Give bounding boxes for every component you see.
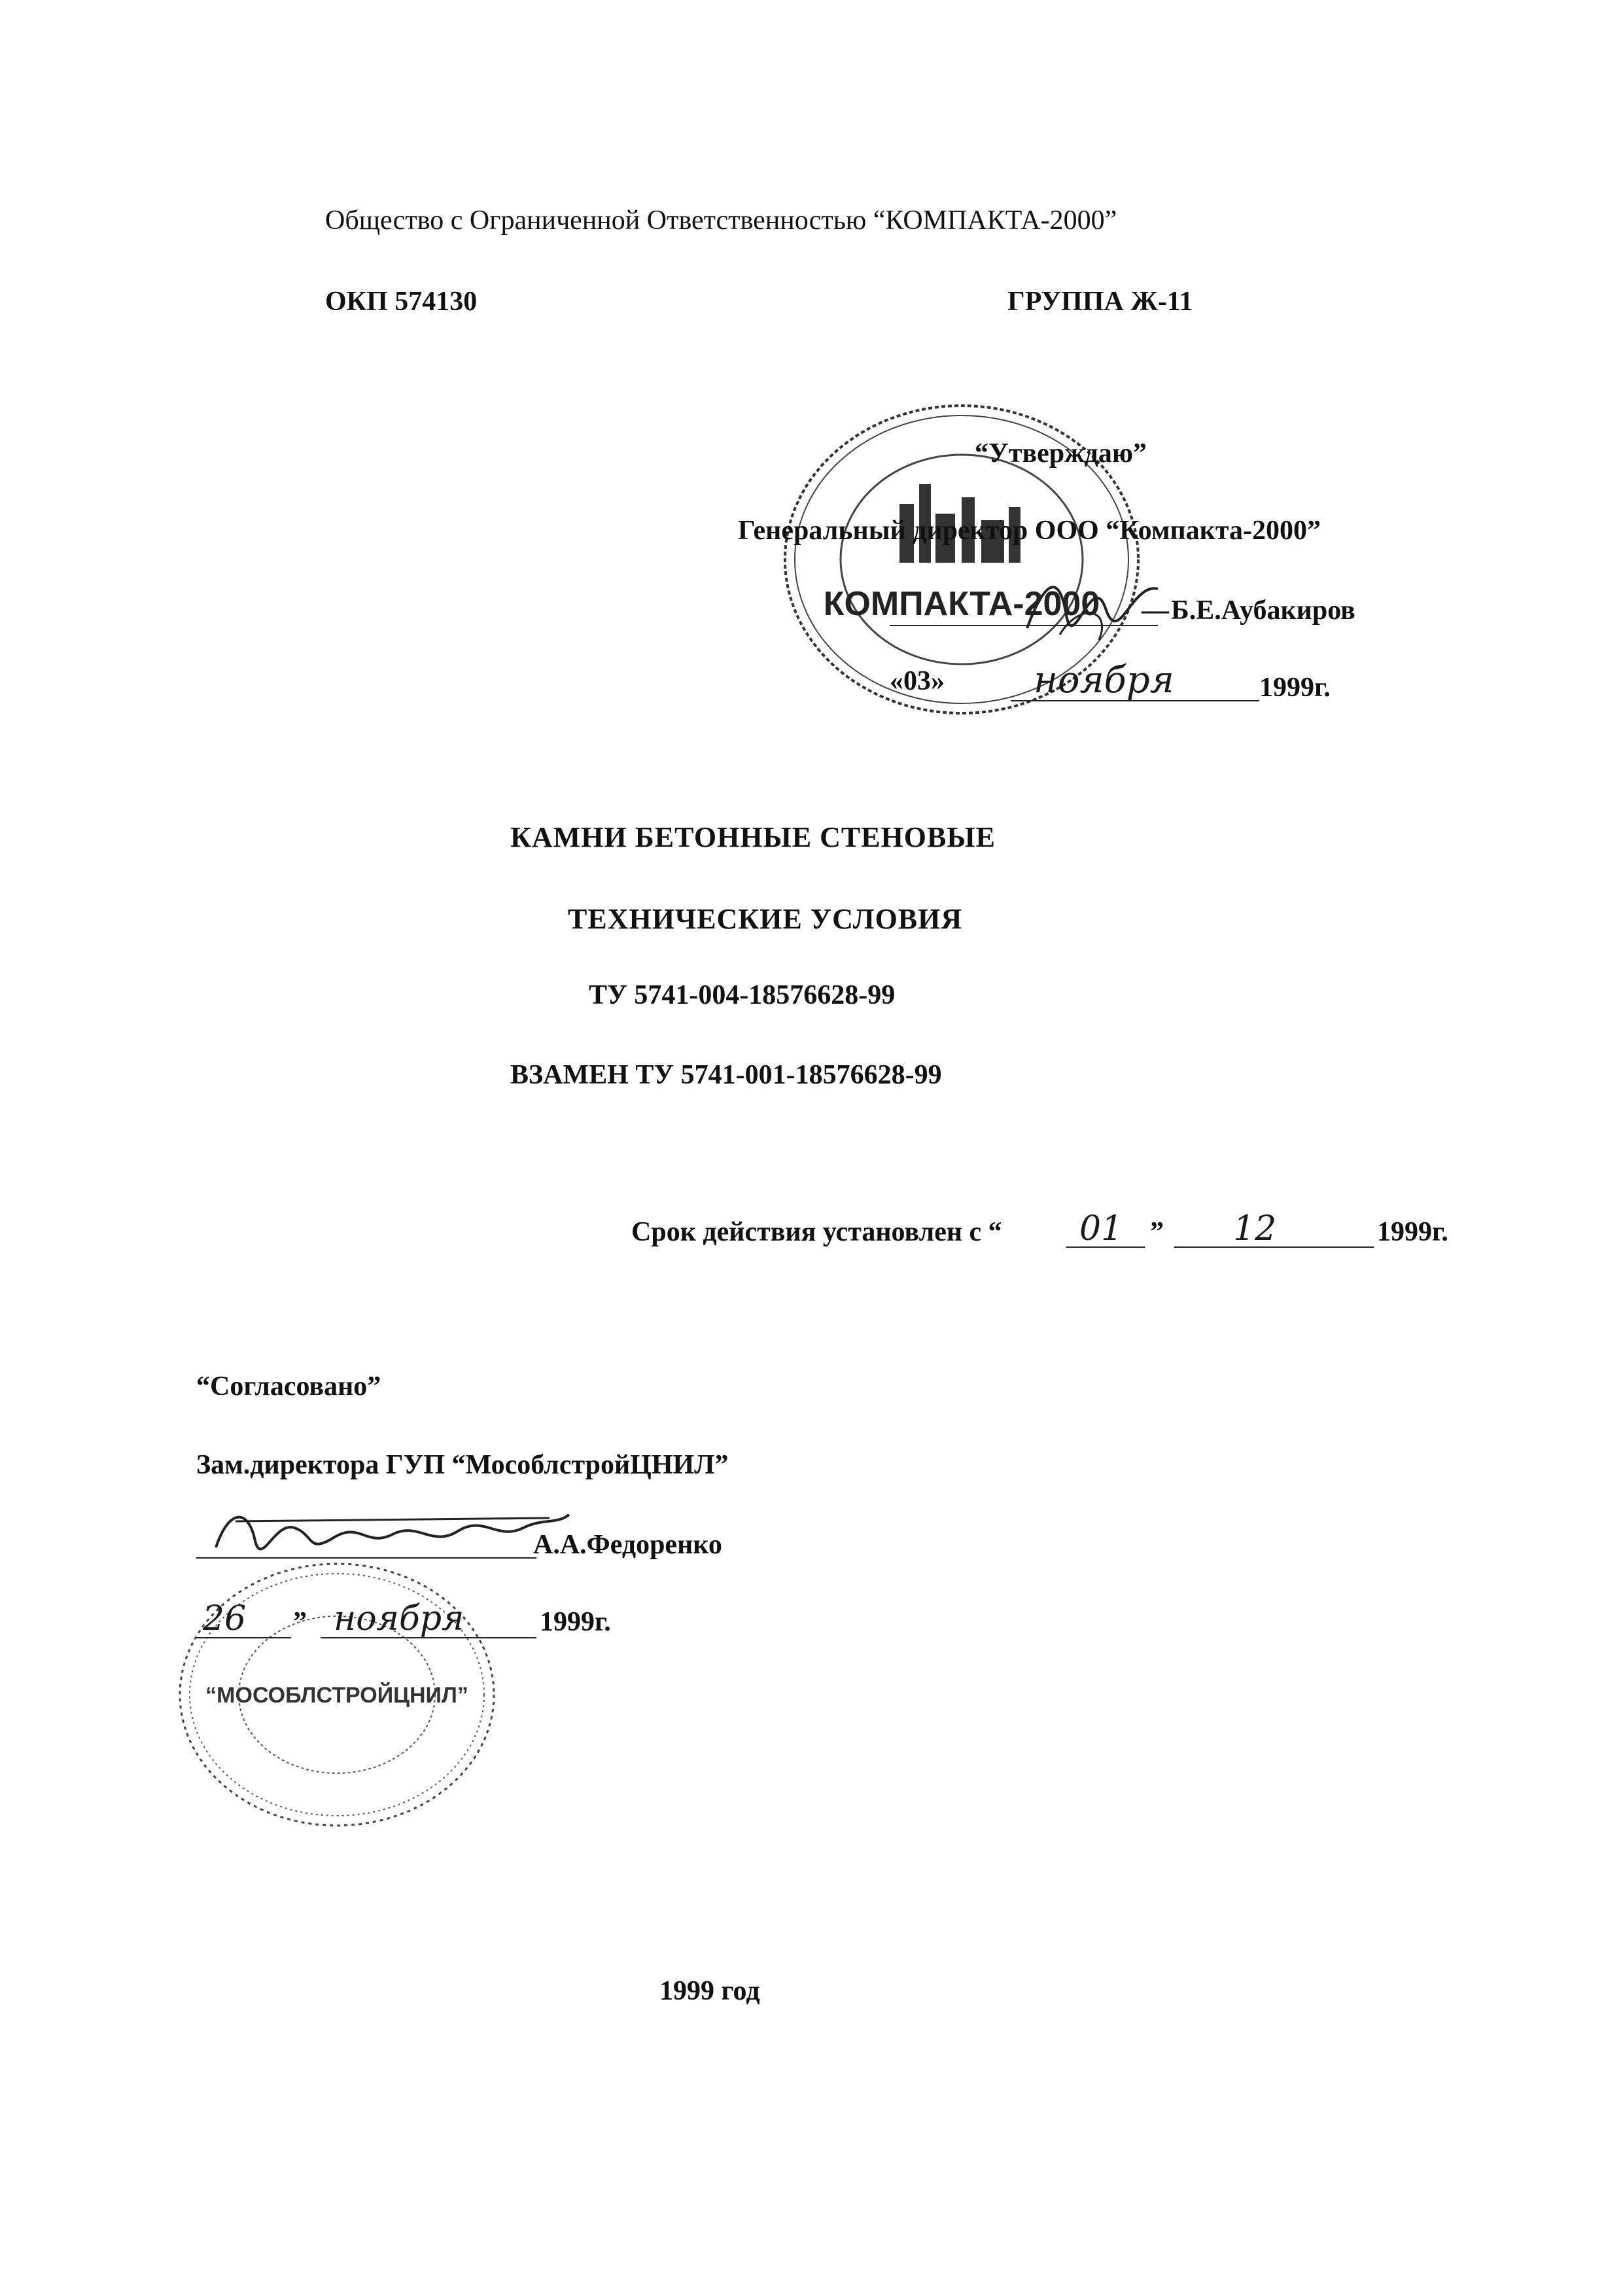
seal-text: КОМПАКТА-2000 xyxy=(823,585,1100,623)
validity-day: 01 xyxy=(1079,1209,1123,1248)
agreed-quote: ” xyxy=(293,1607,307,1637)
agreed-label: “Согласовано” xyxy=(196,1371,381,1402)
company-name: Общество с Ограниченной Ответственностью “КОМПАКТА-2000” xyxy=(325,205,1117,236)
approval-date-month: ноября xyxy=(1034,659,1174,701)
footer-year: 1999 год xyxy=(659,1976,760,2006)
group-code: ГРУППА Ж-11 xyxy=(1007,287,1193,317)
approval-dash: — xyxy=(1142,595,1169,626)
specification-code: ТУ 5741-004-18576628-99 xyxy=(589,980,896,1010)
validity-year: 1999г. xyxy=(1377,1217,1448,1247)
okp-code: ОКП 574130 xyxy=(325,287,478,317)
agreed-year: 1999г. xyxy=(540,1607,611,1637)
approval-position: Генеральный директор ООО “Компакта-2000” xyxy=(738,516,1321,546)
laboratory-seal-stamp xyxy=(173,1557,500,1832)
replaces-code: ВЗАМЕН ТУ 5741-001-18576628-99 xyxy=(510,1060,942,1090)
approver-name: Б.Е.Аубакиров xyxy=(1171,595,1355,626)
document-subtitle: ТЕХНИЧЕСКИЕ УСЛОВИЯ xyxy=(568,903,963,935)
validity-text: Срок действия установлен с “ xyxy=(631,1217,1002,1247)
agreed-position: Зам.директора ГУП “МособлстройЦНИЛ” xyxy=(196,1450,729,1480)
laboratory-seal-text: “МОСОБЛСТРОЙЦНИЛ” xyxy=(205,1683,468,1708)
agreed-name: А.А.Федоренко xyxy=(533,1530,722,1560)
approval-date-day: «03» xyxy=(890,666,945,696)
document-title: КАМНИ БЕТОННЫЕ СТЕНОВЫЕ xyxy=(510,821,996,853)
validity-month: 12 xyxy=(1233,1209,1277,1248)
approval-label: “Утверждаю” xyxy=(975,438,1147,468)
agreed-day: 26 xyxy=(203,1599,247,1638)
approval-date-year: 1999г. xyxy=(1259,673,1331,703)
validity-quote: ” xyxy=(1150,1217,1164,1247)
agreed-month: ноября xyxy=(334,1599,464,1638)
